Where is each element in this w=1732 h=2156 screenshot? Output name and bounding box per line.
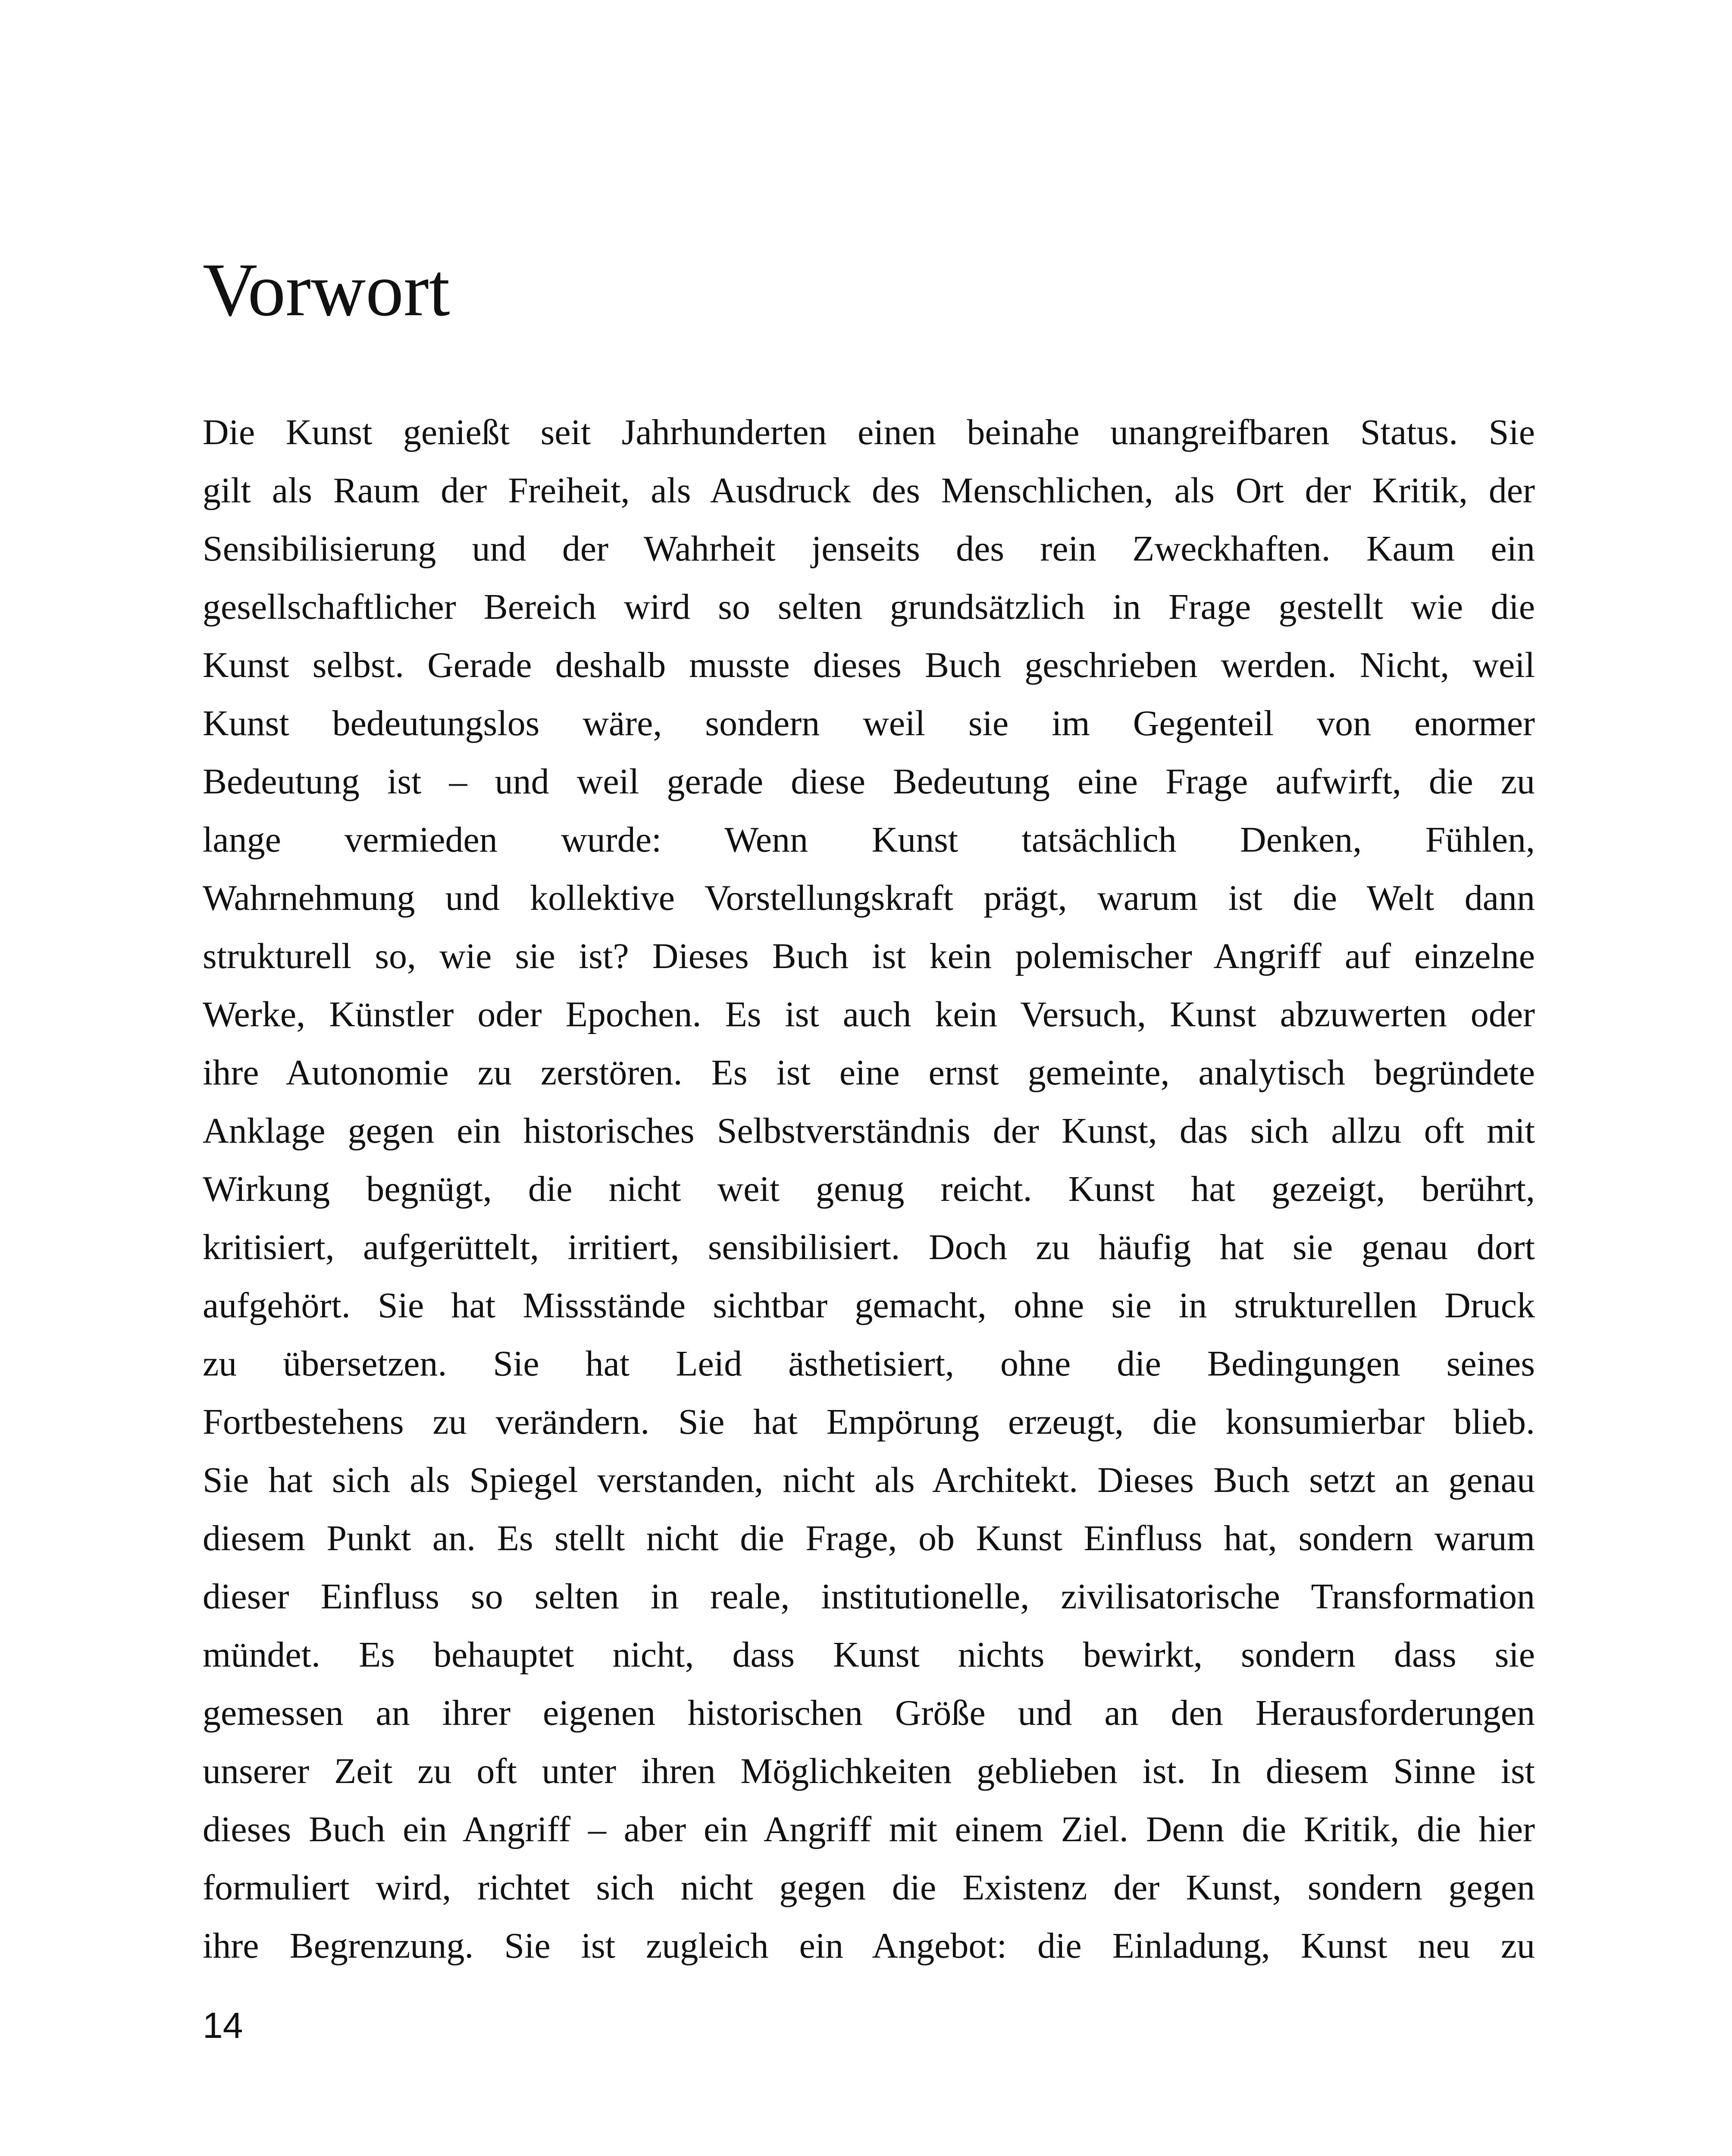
text-line: Anklage gegen ein historisches Selbstverständnis der Kunst, das sich allzu oft mit bbox=[203, 1111, 1535, 1151]
text-line: formuliert wird, richtet sich nicht gegen die Existenz der Kunst, sondern gegen bbox=[203, 1868, 1535, 1908]
text-line: Wahrnehmung und kollektive Vorstellungskraft prägt, warum ist die Welt dann bbox=[203, 878, 1535, 918]
chapter-title: Vorwort bbox=[203, 248, 450, 332]
text-line: Die Kunst genießt seit Jahrhunderten einen beinahe unangreifbaren Status. Sie bbox=[203, 412, 1535, 452]
text-line: Sie hat sich als Spiegel verstanden, nicht als Architekt. Dieses Buch setzt an genau bbox=[203, 1460, 1535, 1500]
text-line: gilt als Raum der Freiheit, als Ausdruck des Menschlichen, als Ort der Kritik, der bbox=[203, 470, 1535, 511]
text-line: gemessen an ihrer eigenen historischen Größe und an den Herausforderungen bbox=[203, 1693, 1535, 1733]
text-line: dieses Buch ein Angriff – aber ein Angriff mit einem Ziel. Denn die Kritik, die hier bbox=[203, 1809, 1535, 1849]
text-line: Fortbestehens zu verändern. Sie hat Empörung erzeugt, die konsumierbar blieb. bbox=[203, 1402, 1535, 1442]
text-line: aufgehört. Sie hat Missstände sichtbar gemacht, ohne sie in strukturellen Druck bbox=[203, 1285, 1535, 1326]
text-line: Wirkung begnügt, die nicht weit genug reicht. Kunst hat gezeigt, berührt, bbox=[203, 1169, 1535, 1209]
body-paragraph bbox=[203, 403, 1535, 1994]
text-line: mündet. Es behauptet nicht, dass Kunst nichts bewirkt, sondern dass sie bbox=[203, 1635, 1535, 1675]
text-line: zu übersetzen. Sie hat Leid ästhetisiert, ohne die Bedingungen seines bbox=[203, 1344, 1535, 1384]
text-line: ihre Autonomie zu zerstören. Es ist eine ernst gemeinte, analytisch begründete bbox=[203, 1053, 1535, 1093]
text-line: Werke, Künstler oder Epochen. Es ist auch kein Versuch, Kunst abzuwerten oder bbox=[203, 994, 1535, 1034]
text-line: unserer Zeit zu oft unter ihren Möglichkeiten geblieben ist. In diesem Sinne ist bbox=[203, 1751, 1535, 1791]
page-number: 14 bbox=[203, 2005, 243, 2046]
text-line: lange vermieden wurde: Wenn Kunst tatsächlich Denken, Fühlen, bbox=[203, 820, 1535, 860]
text-line: kritisiert, aufgerüttelt, irritiert, sensibilisiert. Doch zu häufig hat sie genau dort bbox=[203, 1227, 1535, 1267]
text-line: diesem Punkt an. Es stellt nicht die Frage, ob Kunst Einfluss hat, sondern warum bbox=[203, 1518, 1535, 1558]
text-line: Kunst selbst. Gerade deshalb musste dieses Buch geschrieben werden. Nicht, weil bbox=[203, 645, 1535, 685]
text-line: strukturell so, wie sie ist? Dieses Buch ist kein polemischer Angriff auf einzelne bbox=[203, 936, 1535, 976]
text-line: Sensibilisierung und der Wahrheit jenseits des rein Zweckhaften. Kaum ein bbox=[203, 529, 1535, 569]
text-line: ihre Begrenzung. Sie ist zugleich ein Angebot: die Einladung, Kunst neu zu bbox=[203, 1926, 1535, 1966]
text-line: dieser Einfluss so selten in reale, institutionelle, zivilisatorische Transformation bbox=[203, 1576, 1535, 1617]
text-line: gesellschaftlicher Bereich wird so selten grundsätzlich in Frage gestellt wie die bbox=[203, 587, 1535, 627]
text-line: Bedeutung ist – und weil gerade diese Bedeutung eine Frage aufwirft, die zu bbox=[203, 761, 1535, 802]
text-line: Kunst bedeutungslos wäre, sondern weil sie im Gegenteil von enormer bbox=[203, 703, 1535, 743]
